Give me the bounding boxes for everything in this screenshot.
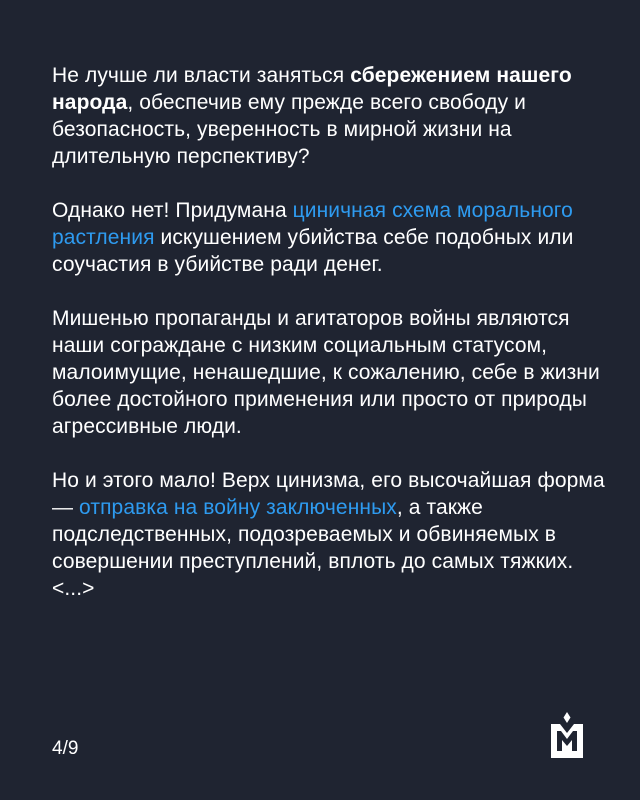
paragraph-1 — [52, 62, 612, 170]
logo-icon — [547, 711, 587, 759]
article-body — [52, 62, 612, 629]
paragraph-1-bold: сбережением нашего народа — [52, 64, 572, 114]
paragraph-3: Мишенью пропаганды и агитаторов войны являются наши сограждане с низким социальным статусом, малоимущие, ненашедшие, к сожалению, себе в жизни более достойного применения или просто от природы агрессивные люди. — [52, 307, 600, 438]
page-counter: 4/9 — [52, 738, 79, 759]
paragraph-1-end: , обеспечив ему прежде всего свободу и безопасность, уверенность в мирной жизни на длительную перспективу? — [52, 91, 526, 168]
paragraph-4-highlight: отправка на войну заключенных — [79, 496, 397, 519]
paragraph-1-start: Не лучше ли власти заняться — [52, 64, 351, 87]
paragraph-2-end: искушением убийства себе подобных или соучастия в убийстве ради денег. — [52, 226, 574, 276]
paragraph-2 — [52, 197, 612, 278]
paragraph-2-highlight: циничная схема морального растления — [52, 199, 573, 249]
paragraph-2-start: Однако нет! Придумана — [52, 199, 293, 222]
paragraph-4 — [52, 467, 612, 602]
paragraph-4-end: , а также подследственных, подозреваемых и обвиняемых в совершении преступлений, вплоть до самых тяжких. <...> — [52, 496, 574, 600]
paragraph-4-start: Но и этого мало! Верх цинизма, его высочайшая форма — — [52, 469, 605, 519]
